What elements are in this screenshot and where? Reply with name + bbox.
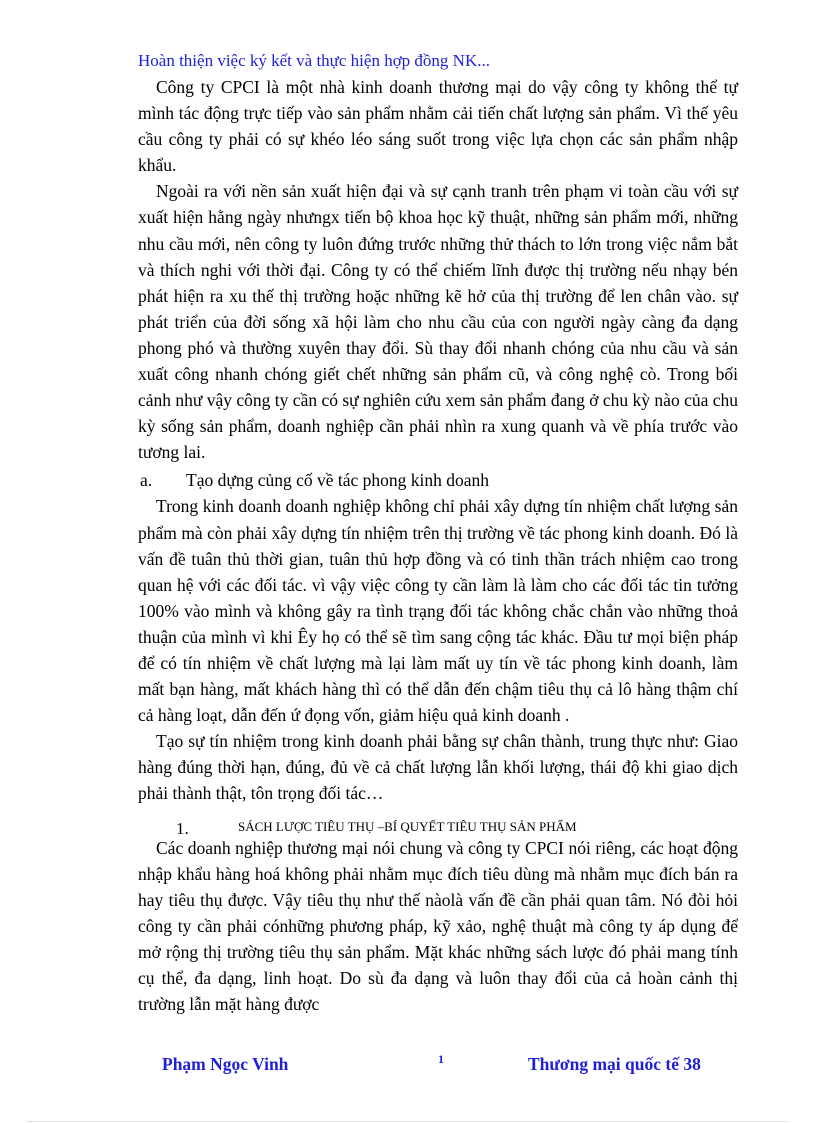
running-heading: Hoàn thiện việc ký kết và thực hiện hợp đồng NK... <box>138 51 490 70</box>
document-body <box>138 50 738 1017</box>
body-paragraph: Các doanh nghiệp thương mại nói chung và công ty CPCI nói riêng, các hoạt động nhập khẩu hàng hoá không phải nhằm mục đích tiêu dùng mà nhằm mục đích bán ra hay tiêu thụ được. Vậy tiêu thụ như thế nàolà vấn đề cần phải quan tâm. Nó đòi hỏi công ty cần phải cónhững phương pháp, kỹ xảo, nghệ thuật mà công ty áp dụng để mở rộng thị trường tiêu thụ sản phẩm. Mặt khác những sách lược đó phải mang tính cụ thể, đa dạng, linh hoạt. Do sù đa dạng và luôn thay đổi của cả hoàn cảnh thị trường lẫn mặt hàng được <box>138 837 738 1015</box>
body-paragraph: Ngoài ra với nền sản xuất hiện đại và sự cạnh tranh trên phạm vi toàn cầu với sự xuất hiện hằng ngày nhưngx tiến bộ khoa học kỹ thuật, những sản phẩm mới, những nhu cầu mới, nên công ty luôn đứng trước những thử thách to lớn trong việc nắm bắt và thích nghi với thời đại. Công ty có thể chiếm lĩnh được thị trường nếu nhạy bén phát hiện ra xu thế thị trường hoặc những kẽ hở của thị trường để len chân vào. sự phát triển của đời sống xã hội làm cho nhu cầu của con người ngày càng đa dạng phong phó và thường xuyên thay đổi. Sù thay đổi nhanh chóng của nhu cầu và sản xuất công nhanh chóng giết chết những sản phẩm cũ, và công nghệ cò. Trong bối cảnh như vậy công ty cần có sự nghiên cứu xem sản phẩm đang ở chu kỳ nào của chu kỳ sống sản phẩm, doanh nghiệp cần phải nhìn ra xung quanh và về phía trước vào tương lai. <box>138 181 738 463</box>
body-paragraph: Trong kinh doanh doanh nghiệp không chỉ phải xây dựng tín nhiệm chất lượng sản phẩm mà còn phải xây dựng tín nhiệm trên thị trường về tác phong kinh doanh. Đó là vấn đề tuân thủ thời gian, tuân thủ hợp đồng và có tinh thần trách nhiệm cao trong quan hệ với các đối tác. vì vậy việc công ty cần làm là làm cho các đối tác tin tưởng 100% vào mình và không gây ra tình trạng đối tác không chắc chắn vào những thoả thuận của mình vì khi Êy họ có thể sẽ tìm sang cộng tác khác. Đầu tư mọi biện pháp để có tín nhiệm về chất lượng mà lại làm mất uy tín về tác phong kinh doanh, làm mất bạn hàng, mất khách hàng thì có thể dẫn đến chậm tiêu thụ cả lô hàng thậm chí cả hàng loạt, dẫn đến ứ đọng vốn, giảm hiệu quả kinh doanh . <box>138 496 738 726</box>
section-title: SÁCH LƯỢC TIÊU THỤ –BÍ QUYẾT TIÊU THỤ SẢN PHẨM <box>238 818 577 834</box>
section-heading <box>138 811 738 838</box>
subsection-title: Tạo dựng củng cố về tác phong kinh doanh <box>186 470 490 491</box>
section-number: 1. <box>176 818 189 838</box>
page-bottom-divider <box>28 1121 788 1122</box>
subsection-heading <box>138 467 738 493</box>
page-footer <box>162 1054 722 1080</box>
body-paragraph: Công ty CPCI là một nhà kinh doanh thương mại do vậy công ty không thể tự mình tác động trực tiếp vào sản phẩm nhằm cải tiến chất lượng sản phẩm. Vì thế yêu cầu công ty phải có sự khéo léo sáng suốt trong việc lựa chọn các sản phẩm nhập khẩu. <box>138 77 738 176</box>
subsection-marker: a. <box>140 470 153 491</box>
body-paragraph: Tạo sự tín nhiệm trong kinh doanh phải bằng sự chân thành, trung thực như: Giao hàng đúng thời hạn, đúng, đủ về cả chất lượng lẫn khối lượng, thái độ khi giao dịch phải thành thật, tôn trọng đối tác… <box>138 731 738 804</box>
footer-course: Thương mại quốc tế 38 <box>528 1054 701 1074</box>
footer-author: Phạm Ngọc Vinh <box>162 1054 289 1074</box>
footer-page-number: 1 <box>438 1052 444 1066</box>
